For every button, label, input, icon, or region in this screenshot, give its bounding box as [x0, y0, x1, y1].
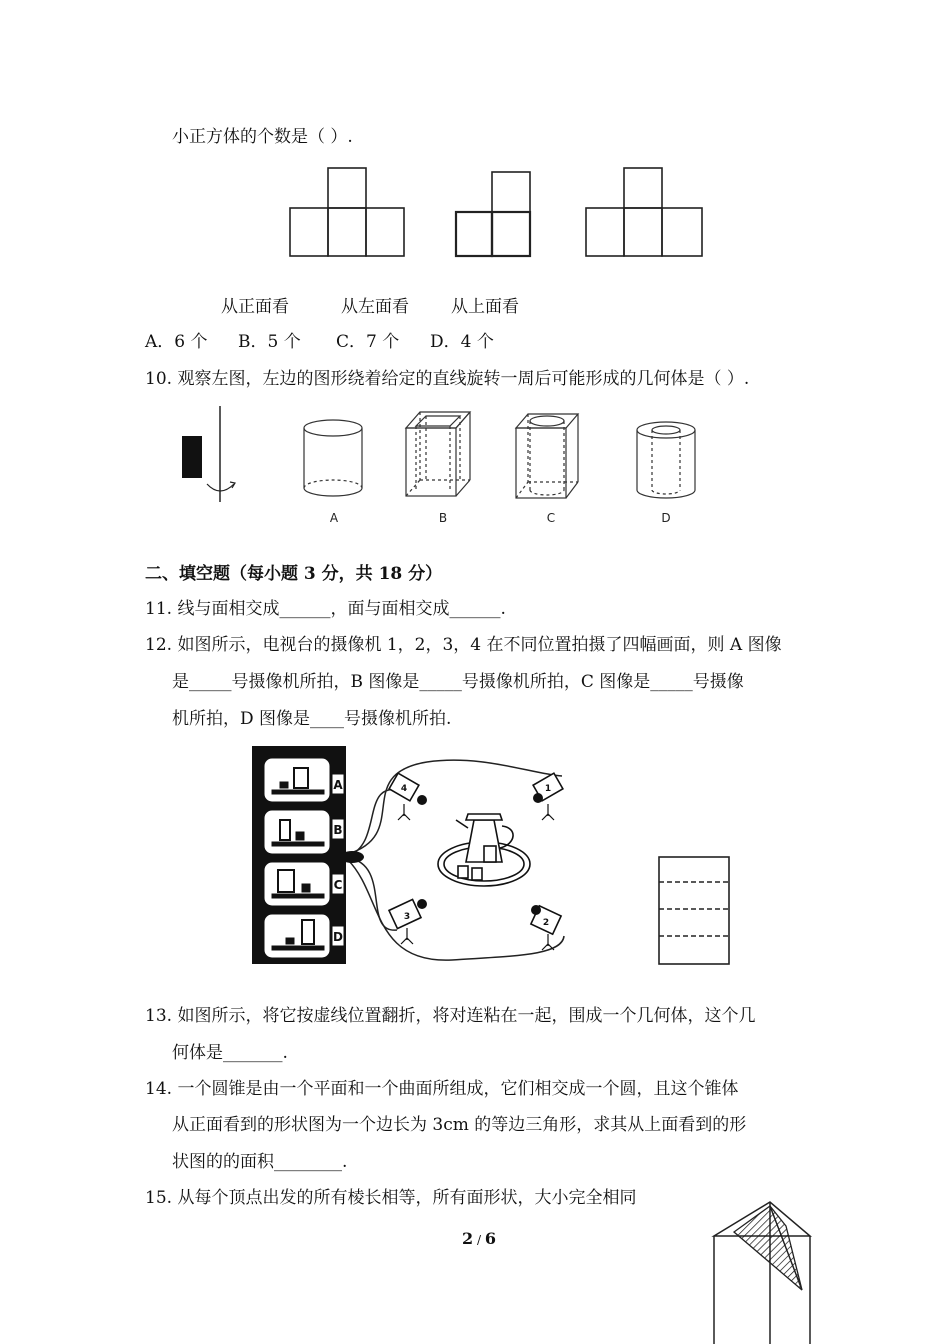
q9-option-b: B．5 个 [238, 332, 301, 352]
section-2-title: 二、填空题（每小题 3 分，共 18 分） [145, 564, 443, 584]
q14-line-2: 从正面看到的形状图为一个边长为 3cm 的等边三角形，求其从上面看到的形 [172, 1115, 747, 1135]
frame-label-a: A [333, 778, 343, 792]
q9-tail-text: 小正方体的个数是（ ）. [172, 127, 353, 147]
view-label-top: 从上面看 [451, 297, 519, 317]
q12-line-1: 12. 如图所示，电视台的摄像机 1，2，3，4 在不同位置拍摄了四幅画面，则 A 图像 [145, 635, 782, 655]
q10-solids-figure [170, 398, 730, 533]
camera-number-2: 2 [542, 918, 550, 928]
view-label-left: 从左面看 [341, 297, 409, 317]
camera-number-4: 4 [400, 784, 408, 794]
frame-label-d: D [333, 930, 343, 944]
q9-option-d: D．4 个 [430, 332, 494, 352]
page-separator: / [473, 1233, 485, 1247]
q12-line-3: 机所拍，D 图像是____号摄像机所拍. [172, 709, 452, 729]
q10-label-a: A [329, 511, 339, 525]
q10-text: 10. 观察左图，左边的图形绕着给定的直线旋转一周后可能形成的几何体是（ ）. [145, 369, 750, 389]
camera-number-3: 3 [403, 912, 411, 922]
q15-prism-figure [706, 1196, 826, 1344]
frame-label-c: C [333, 878, 343, 892]
q12-line-2: 是_____号摄像机所拍，B 图像是_____号摄像机所拍，C 图像是_____号摄像 [172, 672, 744, 692]
frame-label-b: B [333, 823, 343, 837]
page-total: 6 [484, 1229, 496, 1248]
q14-line-1: 14. 一个圆锥是由一个平面和一个曲面所组成，它们相交成一个圆，且这个锥体 [145, 1079, 739, 1099]
q9-three-view-figure [280, 160, 720, 270]
q13-line-1: 13. 如图所示，将它按虚线位置翻折，将对连粘在一起，围成一个几何体，这个几 [145, 1006, 756, 1026]
q11-text: 11. 线与面相交成______，面与面相交成______. [145, 599, 506, 619]
q9-option-c: C．7 个 [336, 332, 400, 352]
camera-number-1: 1 [544, 784, 552, 794]
q13-line-2: 何体是_______. [172, 1043, 288, 1063]
view-label-front: 从正面看 [221, 297, 289, 317]
page-number [462, 1228, 496, 1251]
q13-net-figure [656, 854, 734, 968]
q14-line-3: 状图的的面积________. [172, 1152, 348, 1172]
q10-label-c: C [546, 511, 556, 525]
page-current: 2 [462, 1229, 474, 1248]
q15-text: 15. 从每个顶点出发的所有棱长相等，所有面形状，大小完全相同 [145, 1188, 637, 1208]
q9-option-a: A．6 个 [145, 332, 208, 352]
q10-label-b: B [438, 511, 448, 525]
q10-label-d: D [661, 511, 671, 525]
q12-camera-figure [252, 744, 582, 968]
